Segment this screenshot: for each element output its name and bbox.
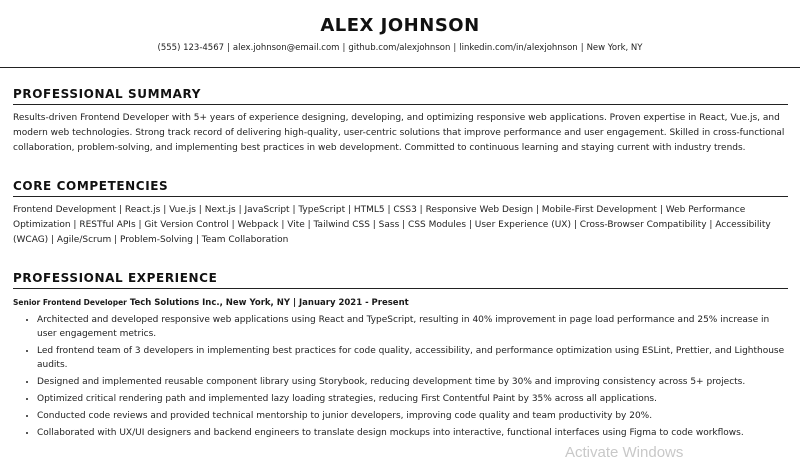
- candidate-name: ALEX JOHNSON: [320, 15, 480, 36]
- email-link[interactable]: alex.johnson@email.com: [232, 43, 340, 53]
- job-company-line: Tech Solutions Inc., New York, NY | January 2021 - Present: [129, 298, 409, 308]
- job-bullet: • Optimized critical rendering path and implemented lazy loading strategies, reducing First Contentful Paint by 35% across all applications.: [37, 392, 788, 406]
- summary-heading: PROFESSIONAL SUMMARY: [13, 87, 788, 105]
- experience-heading: PROFESSIONAL EXPERIENCE: [13, 271, 788, 289]
- linkedin-link[interactable]: linkedin.com/in/alexjohnson: [459, 43, 578, 53]
- summary-text: Results-driven Frontend Developer with 5+ years of experience designing, developing, and optimizing responsive web applications. Proven expertise in React, Vue.js, and modern web technologies. Strong track record of delivering high-quality, user-centric solutions that improve performance and user engagement. Skilled in cross-functional collaboration, problem-solving, and implementing best practices in web development. Committed to continuous learning and staying current with industry trends.: [13, 113, 785, 153]
- job-bullet: • Designed and implemented reusable component library using Storybook, reducing development time by 30% and improving consistency across 5+ projects.: [37, 375, 788, 389]
- github-link[interactable]: github.com/alexjohnson: [348, 43, 451, 53]
- contact-line: (555) 123-4567 | alex.johnson@email.com | github.com/alexjohnson | linkedin.com/in/alexjohnson | New York, NY: [157, 43, 643, 53]
- job-role: Senior Frontend Developer: [13, 298, 127, 307]
- job-bullet: • Conducted code reviews and provided technical mentorship to junior developers, improving code quality and team productivity by 20%.: [37, 409, 788, 423]
- job-bullet: • Architected and developed responsive web applications using React and TypeScript, resulting in 40% improvement in page load performance and 25% increase in user engagement metrics.: [37, 313, 788, 341]
- header-divider: [0, 67, 800, 68]
- competencies-heading: CORE COMPETENCIES: [13, 179, 788, 197]
- job-bullet-list: [13, 313, 788, 440]
- competencies-section: [13, 179, 788, 248]
- activate-windows-watermark: Activate Windows: [565, 444, 684, 461]
- phone-text: (555) 123-4567: [157, 43, 225, 53]
- summary-section: [13, 87, 788, 156]
- job-bullet: • Led frontend team of 3 developers in implementing best practices for code quality, accessibility, and performance optimization using ESLint, Prettier, and Lighthouse audits.: [37, 344, 788, 372]
- competencies-text: Frontend Development | React.js | Vue.js | Next.js | JavaScript | TypeScript | HTML5 | CSS3 | Responsive Web Design | Mobile-First Development | Web Performance Optimization | RESTful APIs | Git Version Control | Webpack | Vite | Tailwind CSS | Sass | CSS Modules | User Experience (UX) | Cross-Browser Compatibility | Accessibility (WCAG) | Agile/Scrum | Problem-Solving | Team Collaboration: [13, 205, 771, 245]
- job-bullet: • Collaborated with UX/UI designers and backend engineers to translate design mockups into interactive, functional interfaces using Figma to code workflows.: [37, 426, 788, 440]
- experience-section: [13, 271, 788, 443]
- location-text: New York, NY: [586, 43, 643, 53]
- job-title-line: [13, 296, 788, 310]
